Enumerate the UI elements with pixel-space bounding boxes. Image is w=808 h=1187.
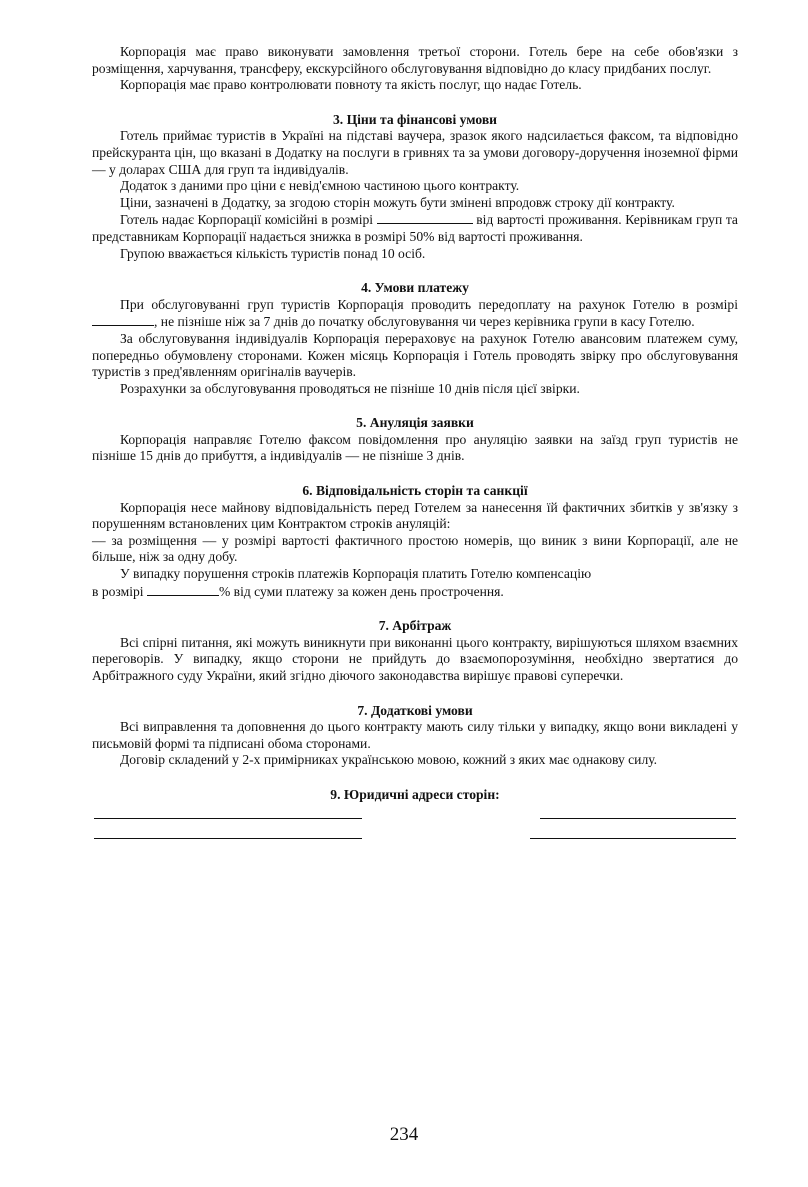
section-4-heading: 4. Умови платежу bbox=[361, 280, 469, 296]
page-number: 234 bbox=[389, 1124, 419, 1145]
section-6-heading: 6. Відповідальність сторін та санкції bbox=[302, 483, 528, 499]
section-8-paragraph-2: Договір складений у 2-х примірниках українською мовою, кожний з яких має однакову силу. bbox=[120, 752, 658, 768]
section-4-paragraph-3: Розрахунки за обслуговування проводяться не пізніше 10 днів після цієї звірки. bbox=[120, 380, 580, 396]
section-6-paragraph-3: У випадку порушення строків платежів Корпорація платить Готелю компенсацію bbox=[120, 566, 592, 582]
section-5-heading: 5. Ануляція заявки bbox=[356, 415, 474, 431]
intro-paragraph-2: Корпорація має право контролювати повноту та якість послуг, що надає Готель. bbox=[120, 77, 582, 93]
section-8-paragraph-1: Всі виправлення та доповнення до цього контракту мають силу тільки у випадку, якщо вони викладені у письмовій формі та підписані обома сторонами. bbox=[92, 719, 738, 751]
section-6-paragraph-4 bbox=[92, 583, 738, 601]
commission-text-after: від вартості проживання. Керівникам груп та представникам Корпорації надається знижка в розмірі 50% від вартості проживання. bbox=[92, 212, 738, 244]
prepayment-text-after: , не пізніше ніж за 7 днів до початку обслуговування чи через керівника групи в касу Готелю. bbox=[154, 314, 695, 330]
section-3-paragraph-3: Ціни, зазначені в Додатку, за згодою сторін можуть бути змінені впродовж строку дії контракту. bbox=[120, 194, 675, 210]
right-address-line-1 bbox=[540, 818, 736, 819]
section-3-heading: 3. Ціни та фінансові умови bbox=[332, 111, 498, 127]
penalty-text-before: в розмірі bbox=[92, 583, 144, 599]
intro-paragraph-1: Корпорація має право виконувати замовлення третьої сторони. Готель бере на себе обов'язки з розміщення, харчування, трансферу, екскурсійного обслуговування відповідно до класу придбаних послуг. bbox=[92, 44, 738, 76]
document-page bbox=[92, 44, 738, 848]
section-7-heading: 7. Арбітраж bbox=[378, 618, 452, 634]
prepayment-text-before: При обслуговуванні груп туристів Корпорація проводить передоплату на рахунок Готелю в розмірі bbox=[120, 296, 738, 312]
section-6-paragraph-2: — за розміщення — у розмірі вартості фактичного простою номерів, що виник з вини Корпорації, але не більше, ніж за одну добу. bbox=[92, 532, 738, 565]
section-7-paragraph-1: Всі спірні питання, які можуть виникнути при виконанні цього контракту, вирішуються шляхом взаємних переговорів. У випадку, якщо сторони не прийдуть до взаємопорозуміння, необхідно звертатися до Арбітражного суду України, який згідно діючого законодавства вирішує правові суперечки. bbox=[92, 634, 738, 683]
penalty-text-after: % від суми платежу за кожен день прострочення. bbox=[218, 583, 504, 599]
legal-address-lines bbox=[92, 812, 738, 848]
section-9-heading: 9. Юридичні адреси сторін: bbox=[330, 786, 500, 802]
section-8-heading: 7. Додаткові умови bbox=[357, 702, 473, 718]
left-address-line-1 bbox=[94, 818, 362, 819]
section-4-paragraph-1 bbox=[92, 297, 738, 331]
section-3-paragraph-4 bbox=[92, 211, 738, 245]
section-3-paragraph-1: Готель приймає туристів в Україні на підставі ваучера, зразок якого надсилається факсом, та відповідно прейскуранта цін, що вказані в Додатку на послуги в гривнях та за умови договору-доручення іноземної фірми — у доларах США для груп та індивідуалів. bbox=[92, 128, 738, 177]
section-3-paragraph-5: Групою вважається кількість туристів понад 10 осіб. bbox=[120, 245, 426, 261]
commission-text-before: Готель надає Корпорації комісійні в розмірі bbox=[120, 212, 374, 228]
section-4-paragraph-2: За обслуговування індивідуалів Корпорація перераховує на рахунок Готелю авансовим платежем суму, попередньо обумовлену сторонами. Кожен місяць Корпорація і Готель проводять звірку про обслуговування туристів з пред'явленням оригіналів ваучерів. bbox=[92, 330, 738, 380]
penalty-blank-field bbox=[147, 583, 219, 596]
section-6-paragraph-1: Корпорація несе майнову відповідальність перед Готелем за нанесення їй фактичних збитків у зв'язку з порушенням встановлених цим Контрактом строків ануляцій: bbox=[92, 499, 738, 532]
section-3-paragraph-2: Додаток з даними про ціни є невід'ємною частиною цього контракту. bbox=[120, 178, 520, 194]
prepayment-blank-field bbox=[92, 313, 154, 326]
right-address-line-2 bbox=[530, 838, 736, 839]
left-address-line-2 bbox=[94, 838, 362, 839]
commission-blank-field bbox=[377, 211, 473, 224]
section-5-paragraph-1: Корпорація направляє Готелю факсом повідомлення про ануляцію заявки на заїзд груп туристів не пізніше 15 днів до прибуття, а індивідуалів — не пізніше 3 днів. bbox=[92, 431, 738, 464]
